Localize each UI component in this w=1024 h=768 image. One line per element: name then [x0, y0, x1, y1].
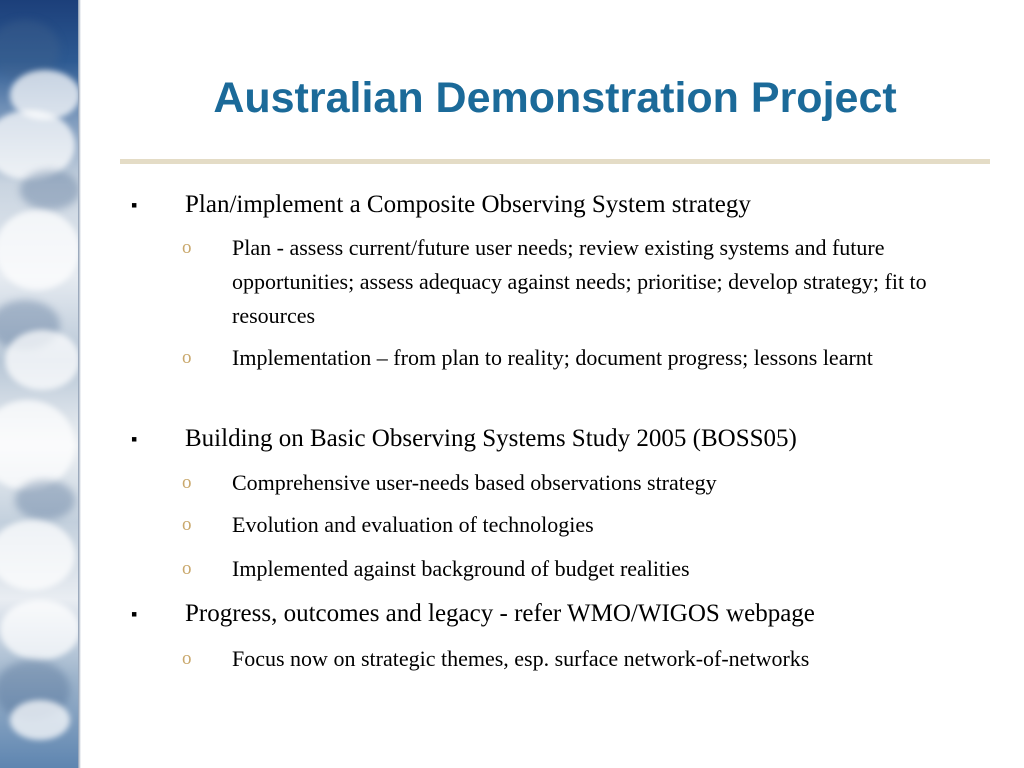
- bullet-marker: ▪: [131, 195, 138, 215]
- sub-bullet-item: Implemented against background of budget realities: [232, 556, 690, 581]
- sub-bullet-item: Comprehensive user-needs based observations strategy: [232, 470, 717, 495]
- sub-bullet-marker: o: [182, 237, 192, 258]
- bullet-marker: ▪: [131, 429, 138, 449]
- sub-bullet-marker: o: [182, 347, 192, 368]
- sub-bullet-marker: o: [182, 648, 192, 669]
- slide-title: Australian Demonstration Project: [213, 74, 897, 122]
- sub-bullet-marker: o: [182, 558, 192, 579]
- bullet-marker: ▪: [131, 604, 138, 624]
- sub-bullet-item: Implementation – from plan to reality; document progress; lessons learnt: [232, 345, 873, 370]
- sub-bullet-marker: o: [182, 514, 192, 535]
- sub-bullet-item: Plan - assess current/future user needs; review existing systems and future opportunities; assess adequacy against needs; prioritise; develop strategy; fit to resources: [232, 235, 927, 328]
- sub-bullet-item: Evolution and evaluation of technologies: [232, 512, 594, 537]
- bullet-item: Progress, outcomes and legacy - refer WMO/WIGOS webpage: [185, 600, 815, 627]
- bullet-item: Building on Basic Observing Systems Study 2005 (BOSS05): [185, 425, 797, 452]
- sub-bullet-item: Focus now on strategic themes, esp. surface network-of-networks: [232, 646, 810, 671]
- sub-bullet-marker: o: [182, 472, 192, 493]
- bullet-item: Plan/implement a Composite Observing System strategy: [185, 191, 751, 218]
